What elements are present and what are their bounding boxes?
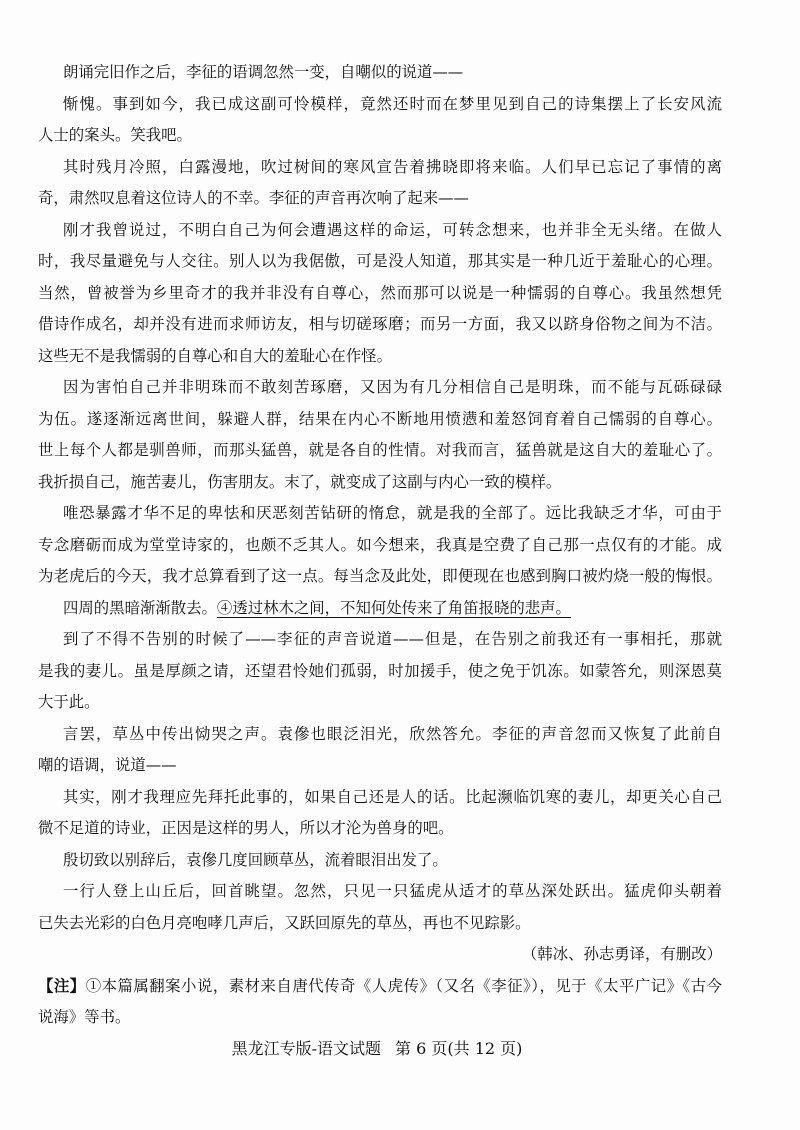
paragraph [38, 372, 722, 498]
paragraph [38, 624, 722, 719]
paragraph [38, 57, 722, 89]
article-body [38, 57, 722, 1034]
text-line: 这些无不是我懦弱的自尊心和自大的羞耻心在作怪。 [38, 346, 392, 365]
note-text: ①本篇属翻案小说，素材来自唐代传奇《人虎传》（又名《李征》），见于《太平广记》《古今 [85, 976, 722, 995]
text-line: 大于此。 [38, 693, 100, 711]
paragraph [38, 215, 722, 373]
text-line: 一行人登上山丘后，回首眺望。忽然，只见一只猛虎从适才的草丛深处跃出。猛虎仰头朝着 [63, 882, 722, 900]
text-line: 借诗作成名，却并没有进而求师访友，相与切磋琢磨；而另一方面，我又以跻身俗物之间为不洁。 [38, 315, 722, 333]
translator-credit: （韩冰、孙志勇译，有删改） [521, 945, 722, 963]
text-line: 世上每个人都是驯兽师，而那头猛兽，就是各自的性情。对我而言，猛兽就是这自大的羞耻心了。 [38, 441, 722, 459]
footnote [38, 971, 722, 1034]
text-line: 我折损自己，施苦妻儿，伤害朋友。末了，就变成了这副与内心一致的模样。 [38, 472, 562, 491]
text-line: 为老虎后的今天，我才总算看到了这一点。每当念及此处，即便现在也感到胸口被灼烧一般的悔恨。 [38, 567, 722, 585]
paragraph [38, 719, 722, 782]
paragraph [38, 89, 722, 152]
text-line: 奇，肃然叹息着这位诗人的不幸。李征的声音再次响了起来—— [38, 189, 469, 207]
text-line: 当然，曾被誉为乡里奇才的我并非没有自尊心，然而那可以说是一种懦弱的自尊心。我虽然想凭 [38, 283, 722, 302]
underlined-sentence-4: ④透过林木之间，不知何处传来了角笛报晓的悲声。 [216, 598, 571, 617]
text-line: 殷切致以别辞后，袁傪几度回顾草丛，流着眼泪出发了。 [63, 850, 448, 869]
text-line [38, 593, 722, 625]
paragraph [38, 845, 722, 877]
text-line: 唯恐暴露才华不足的卑怯和厌恶刻苦钻研的惰怠，就是我的全部了。远比我缺乏才华，可由于 [63, 504, 722, 522]
page-footer [0, 1034, 754, 1064]
text-line: 是我的妻儿。虽是厚颜之请，还望君怜她们孤弱，时加援手，使之免于饥冻。如蒙答允，则深恩莫 [38, 661, 722, 680]
text-line: 嘲的语调，说道—— [38, 756, 177, 774]
plain-sentence: 四周的黑暗渐渐散去。 [63, 598, 217, 617]
page-number: 第 6 页(共 12 页) [395, 1039, 523, 1058]
text-line: 惭愧。事到如今，我已成这副可怜模样，竟然还时而在梦里见到自己的诗集摆上了长安风流 [63, 94, 722, 113]
text-line: 说海》等书。 [38, 1008, 131, 1026]
text-line: 已失去光彩的白色月亮咆哮几声后，又跃回原先的草丛，再也不见踪影。 [38, 913, 531, 932]
text-line: 其实，刚才我理应先拜托此事的，如果自己还是人的话。比起濒临饥寒的妻儿，却更关心自己 [63, 787, 722, 806]
text-line: 言罢，草丛中传出恸哭之声。袁傪也眼泛泪光，欣然答允。李征的声音忽而又恢复了此前自 [63, 724, 722, 743]
text-line: 专念磨砺而成为堂堂诗家的，也颇不乏其人。如今想来，我真是空费了自己那一点仅有的才能。成 [38, 535, 722, 554]
text-line: 人士的案头。笑我吧。 [38, 126, 192, 144]
paragraph [38, 782, 722, 845]
text-line [38, 971, 722, 1003]
text-line: 因为害怕自己并非明珠而不敢刻苦琢磨，又因为有几分相信自己是明珠，而不能与瓦砾碌碌 [63, 378, 722, 396]
text-line: 时，我尽量避免与人交往。别人以为我倨傲，可是没人知道，那其实是一种几近于羞耻心的心理。 [38, 252, 722, 270]
text-line: 到了不得不告别的时候了——李征的声音说道——但是，在告别之前我还有一事相托，那就 [63, 630, 722, 648]
text-line: 其时残月冷照，白露漫地，吹过树间的寒风宣告着拂晓即将来临。人们早已忘记了事情的离 [63, 157, 722, 176]
text-line: 刚才我曾说过，不明白自己为何会遭遇这样的命运，可转念想来，也并非全无头绪。在做人 [63, 220, 722, 239]
text-line: 朗诵完旧作之后，李征的语调忽然一变，自嘲似的说道—— [63, 63, 464, 81]
paragraph [38, 152, 722, 215]
note-label: 【注】 [38, 976, 86, 995]
text-line: 为伍。遂逐渐远离世间，躲避人群，结果在内心不断地用愤懑和羞怒饲育着自己懦弱的自尊心。 [38, 409, 722, 428]
paragraph [38, 593, 722, 625]
paragraph [38, 498, 722, 593]
exam-title: 黑龙江专版-语文试题 [231, 1039, 382, 1058]
text-line: 微不足道的诗业，正因是这样的男人，所以才沦为兽身的吧。 [38, 819, 454, 837]
paragraph [38, 876, 722, 939]
